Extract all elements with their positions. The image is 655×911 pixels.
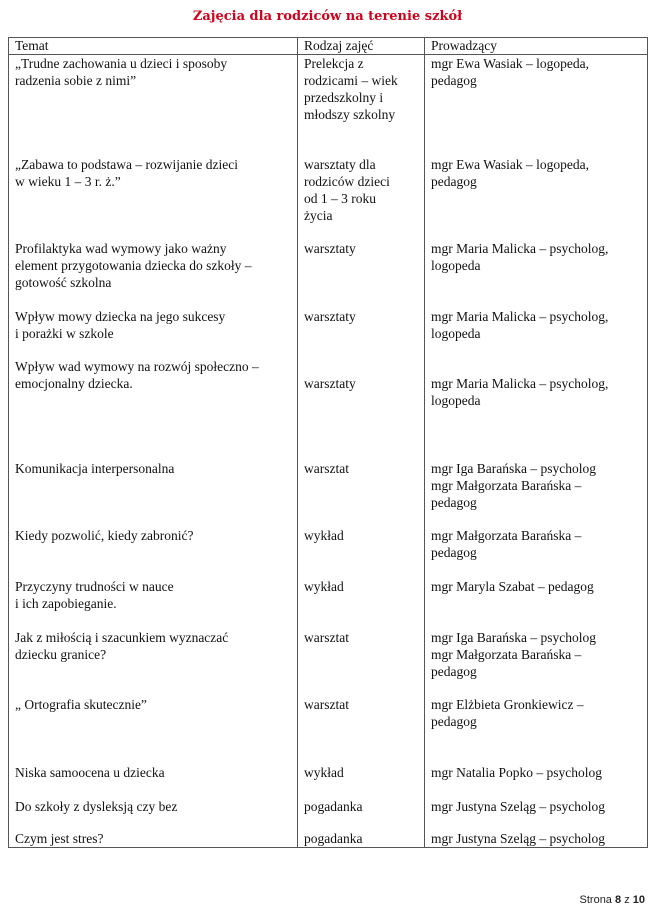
- cell-prowadzacy: mgr Małgorzata Barańska – pedagog: [425, 527, 648, 578]
- cell-rodzaj: pogadanka: [298, 798, 425, 830]
- cell-rodzaj: warsztaty dla rodziców dzieci od 1 – 3 roku życia: [298, 156, 425, 240]
- cell-temat: Profilaktyka wad wymowy jako ważny element przygotowania dziecka do szkoły – gotowość szkolna: [9, 240, 298, 308]
- cell-prowadzacy: mgr Elżbieta Gronkiewicz – pedagog: [425, 696, 648, 764]
- table-header-row: [9, 38, 648, 55]
- table-row: [9, 156, 648, 240]
- header-prowadzacy: Prowadzący: [425, 38, 648, 55]
- footer-separator: z: [624, 894, 630, 906]
- cell-temat: Komunikacja interpersonalna: [9, 460, 298, 527]
- cell-prowadzacy: mgr Ewa Wasiak – logopeda, pedagog: [425, 55, 648, 156]
- cell-temat: Wpływ wad wymowy na rozwój społeczno – emocjonalny dziecka.: [9, 358, 298, 460]
- cell-rodzaj: wykład: [298, 527, 425, 578]
- cell-temat: Wpływ mowy dziecka na jego sukcesy i porażki w szkole: [9, 308, 298, 358]
- cell-temat: Przyczyny trudności w nauce i ich zapobieganie.: [9, 578, 298, 629]
- cell-prowadzacy: mgr Justyna Szeląg – psycholog: [425, 798, 648, 830]
- cell-prowadzacy: mgr Maryla Szabat – pedagog: [425, 578, 648, 629]
- cell-temat: „Trudne zachowania u dzieci i sposoby radzenia sobie z nimi”: [9, 55, 298, 156]
- header-temat: Temat: [9, 38, 298, 55]
- footer-prefix: Strona: [579, 894, 612, 906]
- table-row: [9, 358, 648, 460]
- header-rodzaj: Rodzaj zajęć: [298, 38, 425, 55]
- cell-temat: „ Ortografia skutecznie”: [9, 696, 298, 764]
- cell-prowadzacy: mgr Maria Malicka – psycholog, logopeda: [425, 358, 648, 460]
- schedule-table: [8, 37, 648, 848]
- cell-prowadzacy: mgr Iga Barańska – psycholog mgr Małgorzata Barańska – pedagog: [425, 629, 648, 696]
- cell-rodzaj: warsztat: [298, 696, 425, 764]
- cell-prowadzacy: mgr Justyna Szeląg – psycholog: [425, 830, 648, 848]
- cell-temat: Do szkoły z dysleksją czy bez: [9, 798, 298, 830]
- cell-rodzaj: wykład: [298, 764, 425, 798]
- cell-rodzaj: wykład: [298, 578, 425, 629]
- page-number: 8: [615, 894, 622, 906]
- cell-rodzaj: warsztat: [298, 460, 425, 527]
- cell-rodzaj: warsztaty: [298, 358, 425, 460]
- cell-rodzaj: warsztaty: [298, 308, 425, 358]
- table-row: [9, 308, 648, 358]
- cell-temat: Kiedy pozwolić, kiedy zabronić?: [9, 527, 298, 578]
- cell-rodzaj: Prelekcja z rodzicami – wiek przedszkolny i młodszy szkolny: [298, 55, 425, 156]
- table-row: [9, 460, 648, 527]
- table-row: [9, 629, 648, 696]
- table-row: [9, 696, 648, 764]
- page-footer: [580, 894, 645, 906]
- cell-prowadzacy: mgr Natalia Popko – psycholog: [425, 764, 648, 798]
- cell-prowadzacy: mgr Ewa Wasiak – logopeda, pedagog: [425, 156, 648, 240]
- table-row: [9, 527, 648, 578]
- page-total: 10: [632, 894, 645, 906]
- table-row: [9, 240, 648, 308]
- cell-temat: Jak z miłością i szacunkiem wyznaczać dziecku granice?: [9, 629, 298, 696]
- cell-prowadzacy: mgr Iga Barańska – psycholog mgr Małgorzata Barańska – pedagog: [425, 460, 648, 527]
- table-row: [9, 55, 648, 156]
- cell-rodzaj: warsztat: [298, 629, 425, 696]
- cell-temat: Czym jest stres?: [9, 830, 298, 848]
- table-row: [9, 798, 648, 830]
- document-title: Zajęcia dla rodziców na terenie szkół: [192, 9, 463, 24]
- cell-prowadzacy: mgr Maria Malicka – psycholog, logopeda: [425, 308, 648, 358]
- cell-temat: „Zabawa to podstawa – rozwijanie dzieci w wieku 1 – 3 r. ż.”: [9, 156, 298, 240]
- cell-prowadzacy: mgr Maria Malicka – psycholog, logopeda: [425, 240, 648, 308]
- cell-rodzaj: warsztaty: [298, 240, 425, 308]
- cell-rodzaj: pogadanka: [298, 830, 425, 848]
- table-row: [9, 764, 648, 798]
- cell-temat: Niska samoocena u dziecka: [9, 764, 298, 798]
- table-row: [9, 578, 648, 629]
- table-row: [9, 830, 648, 848]
